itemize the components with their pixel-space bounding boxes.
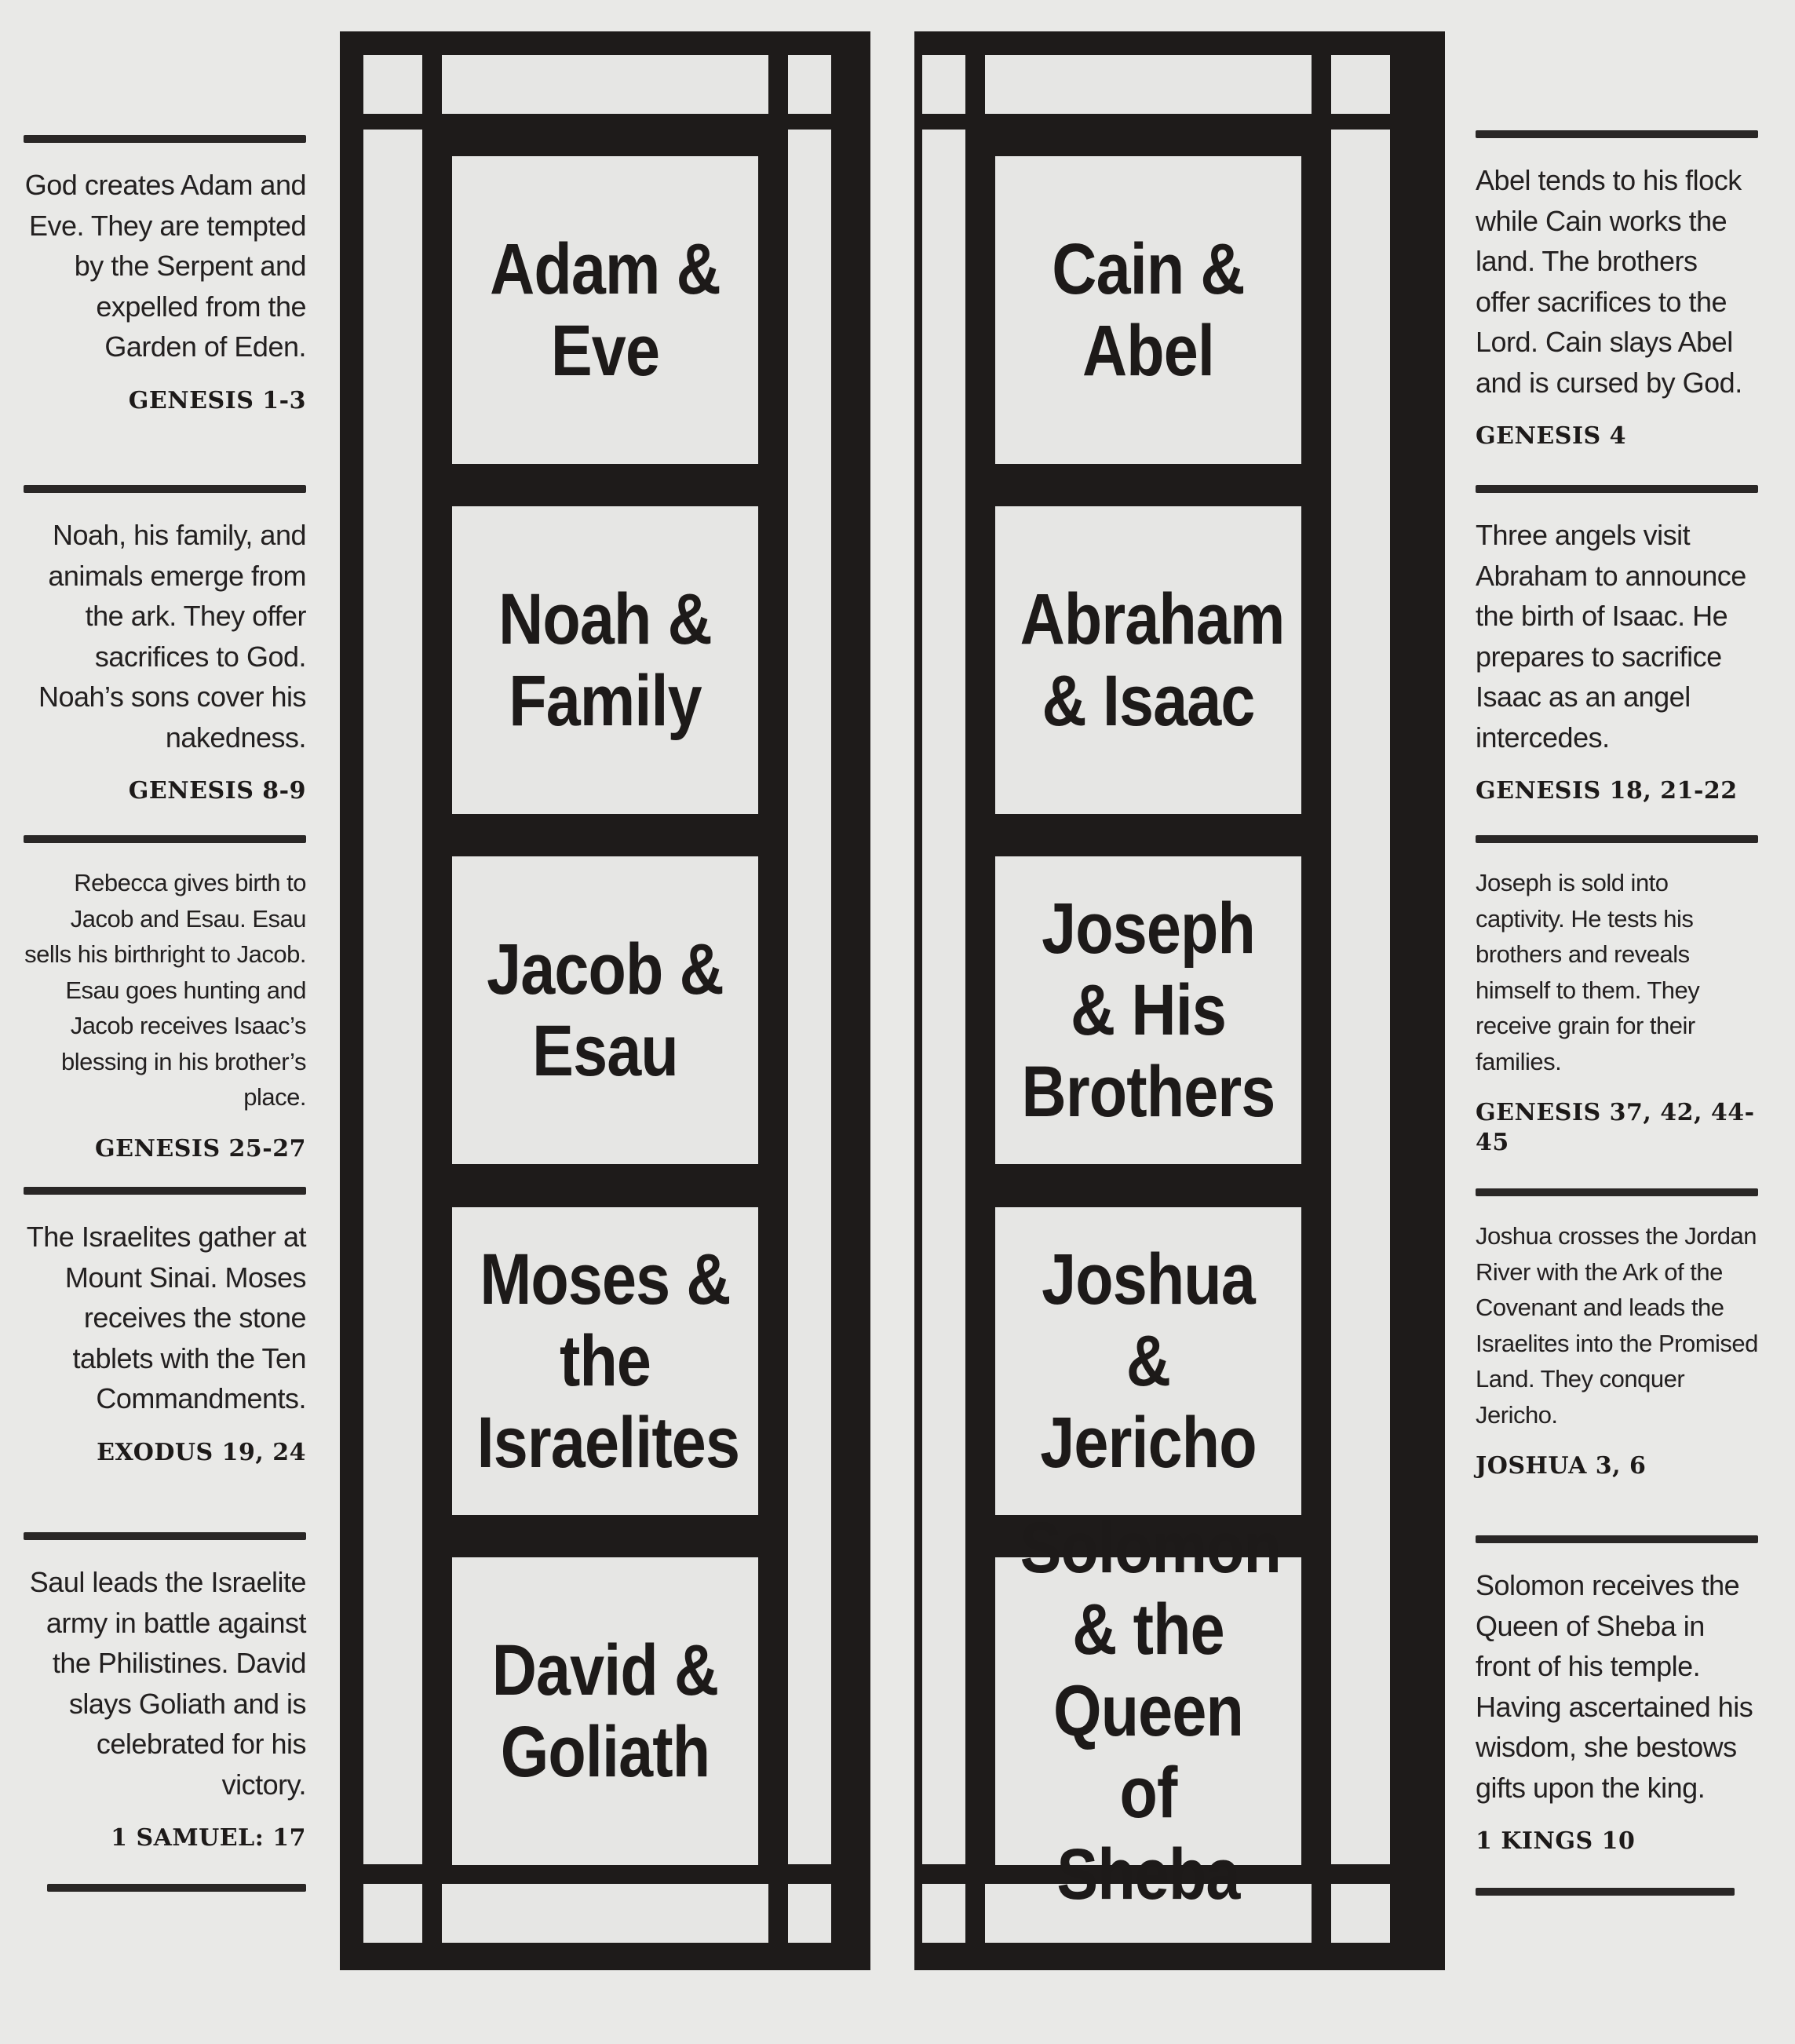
door-pane [363, 130, 422, 1864]
panel-title: Joshua & Jericho [1040, 1239, 1257, 1483]
panel-title: Abraham & Isaac [1020, 579, 1285, 741]
panel-title: Jacob & Esau [487, 929, 724, 1091]
caption-jacob-esau [24, 835, 306, 1164]
door-pane [363, 1884, 422, 1943]
scripture-reference: GENESIS 25-27 [94, 1134, 306, 1163]
caption-joshua-jericho [1476, 1188, 1758, 1481]
panel-noah-family [442, 496, 768, 824]
caption-noah-family [24, 485, 306, 806]
scripture-reference: JOSHUA 3, 6 [1476, 1452, 1647, 1480]
caption-description: Solomon receives the Queen of Sheba in front of his temple. Having ascertained his wisdom, she bestows gifts upon the king. [1476, 1569, 1753, 1804]
divider [1476, 1535, 1758, 1543]
caption-description: Three angels visit Abraham to announce the birth of Isaac. He prepares to sacrifice Isaac as an angel intercedes. [1476, 519, 1746, 754]
scripture-reference: EXODUS 19, 24 [97, 1438, 306, 1466]
panel-title: Solomon & the Queen of Sheba [1020, 1508, 1282, 1914]
door-pane [788, 130, 831, 1864]
panel-joshua-jericho [985, 1197, 1312, 1525]
door-pane [1331, 55, 1390, 114]
panel-cain-abel [985, 146, 1312, 474]
door-pane [922, 130, 965, 1864]
caption-abraham-isaac [1476, 485, 1758, 806]
right-door [914, 31, 1445, 1970]
divider [1476, 1188, 1758, 1196]
divider [24, 1532, 306, 1540]
panel-solomon-sheba [985, 1508, 1312, 1914]
left-door [340, 31, 870, 1970]
caption-description: Joseph is sold into captivity. He tests his brothers and reveals himself to them. They receive grain for their families. [1476, 869, 1700, 1075]
divider [24, 835, 306, 843]
scripture-reference: GENESIS 8-9 [128, 777, 306, 805]
divider [1476, 485, 1758, 493]
caption-cain-abel [1476, 130, 1758, 451]
divider [1476, 835, 1758, 843]
panel-title: David & Goliath [491, 1630, 719, 1792]
door-pane [985, 55, 1312, 114]
door-pane [442, 55, 768, 114]
divider [24, 1187, 306, 1195]
door-pane [442, 1884, 768, 1943]
door-pane [922, 55, 965, 114]
door-pane [363, 55, 422, 114]
panel-title: Moses & the Israelites [476, 1239, 740, 1483]
caption-description: Joshua crosses the Jordan River with the Ark of the Covenant and leads the Israelites into the Promised Land. They conquer Jericho. [1476, 1222, 1758, 1429]
scripture-reference: GENESIS 4 [1476, 422, 1626, 450]
scripture-reference: GENESIS 1-3 [128, 386, 306, 414]
panel-moses-israelites [442, 1197, 768, 1525]
caption-adam-eve [24, 135, 306, 416]
door-pane [788, 1884, 831, 1943]
panel-abraham-isaac [985, 496, 1312, 824]
panel-adam-eve [442, 146, 768, 474]
panel-title: Cain & Abel [1052, 229, 1245, 391]
scripture-reference: 1 SAMUEL: 17 [111, 1824, 306, 1852]
scripture-reference: GENESIS 37, 42, 44-45 [1476, 1099, 1755, 1156]
caption-description: Abel tends to his flock while Cain works the land. The brothers offer sacrifices to the Lord. Cain slays Abel and is cursed by God. [1476, 164, 1742, 399]
caption-description: The Israelites gather at Mount Sinai. Moses receives the stone tablets with the Ten Commandments. [26, 1221, 306, 1414]
scripture-reference: GENESIS 18, 21-22 [1476, 777, 1738, 805]
divider [24, 485, 306, 493]
caption-description: God creates Adam and Eve. They are tempted by the Serpent and expelled from the Garden of Eden. [24, 169, 306, 363]
divider [47, 1884, 306, 1892]
caption-description: Noah, his family, and animals emerge from the ark. They offer sacrifices to God. Noah’s sons cover his nakedness. [38, 519, 306, 754]
panel-title: Adam & Eve [490, 229, 721, 391]
door-pane [1331, 1884, 1390, 1943]
panel-jacob-esau [442, 846, 768, 1174]
panel-title: Noah & Family [498, 579, 712, 741]
scripture-reference: 1 KINGS 10 [1476, 1827, 1636, 1855]
caption-joseph-brothers [1476, 835, 1758, 1158]
caption-solomon-sheba [1476, 1535, 1758, 1856]
door-pane [922, 1884, 965, 1943]
divider [24, 135, 306, 143]
caption-moses-israelites [24, 1187, 306, 1468]
panel-david-goliath [442, 1547, 768, 1875]
caption-david-goliath [24, 1532, 306, 1853]
divider [1476, 130, 1758, 138]
door-pane [788, 55, 831, 114]
door-pane [1331, 130, 1390, 1864]
divider [1476, 1888, 1735, 1896]
caption-description: Saul leads the Israelite army in battle against the Philistines. David slays Goliath and is celebrated for his victory. [29, 1566, 306, 1801]
panel-joseph-brothers [985, 846, 1312, 1174]
panel-title: Joseph & His Brothers [1021, 889, 1275, 1132]
caption-description: Rebecca gives birth to Jacob and Esau. Esau sells his birthright to Jacob. Esau goes hunting and Jacob receives Isaac’s blessing in his brother’s place. [24, 869, 306, 1111]
